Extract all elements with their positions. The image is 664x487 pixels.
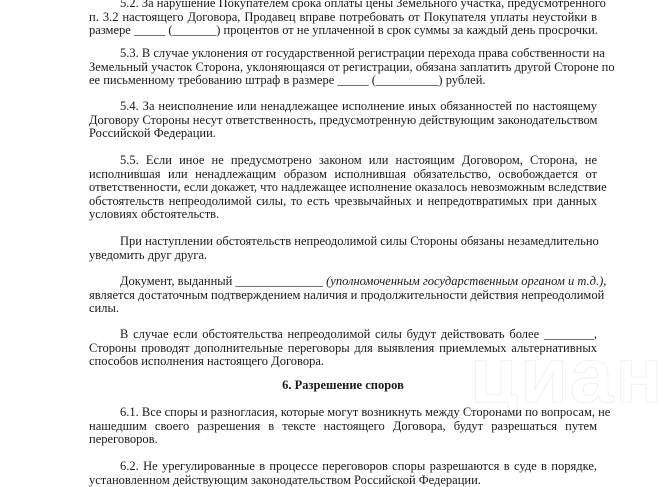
paragraph-clause-5-5 — [89, 153, 607, 222]
italic-note: (уполномоченным государственным органом и т.д.) — [326, 274, 604, 288]
text-line — [89, 127, 597, 141]
text-line — [89, 208, 597, 222]
text-line — [89, 302, 597, 316]
paragraph-force-majeure-document — [89, 274, 607, 316]
text-line — [89, 195, 597, 209]
text-line — [89, 235, 597, 249]
text-line — [89, 249, 597, 263]
line-text: уведомить друг друга. — [89, 247, 208, 262]
line-text: Стороны проводят дополнительные переговоры для выявления приемлемых альтернативных — [89, 340, 597, 355]
watermark-logo: циан — [470, 331, 664, 419]
line-text: 5.5. Если иное не предусмотрено законом или настоящим Договором, Сторона, не — [120, 153, 597, 167]
text-line — [89, 114, 597, 128]
text-line — [89, 46, 605, 61]
text-line — [89, 460, 597, 474]
section-heading: 6. Разрешение споров — [282, 378, 404, 392]
line-text: обстоятельств непреодолимой силы, то есть чрезвычайных и непредотвратимых при данных — [89, 193, 597, 208]
text-line — [89, 433, 597, 447]
text-line — [89, 274, 607, 289]
line-text: Земельный участок Сторона, уклоняющаяся от регистрации, обязана заплатить другой Стороне по — [89, 59, 615, 74]
paragraph-clause-5-4 — [89, 100, 597, 141]
line-text: 5.3. В случае уклонения от государственной регистрации перехода права собственности на — [120, 46, 605, 60]
line-text: 6.2. Не урегулированные в процессе переговоров споры разрешаются в суде в порядке, — [120, 459, 597, 473]
line-text: исполнившая или ненадлежащим образом исполнившая обязательство, освобождается от — [89, 166, 597, 181]
text-line — [89, 474, 597, 487]
line-text: п. 3.2 настоящего Договора, Продавец вправе потребовать от Покупателя уплаты неустойки в — [89, 9, 597, 24]
line-text: 6.1. Все споры и разногласия, которые могут возникнуть между Сторонами по вопросам, не — [120, 405, 611, 419]
paragraph-clause-5-3 — [89, 46, 615, 88]
text-line — [89, 405, 611, 420]
line-text: силы. — [89, 301, 119, 316]
text-line — [89, 100, 597, 114]
line-text: В случае если обстоятельства непреодолимой силы будут действовать более ________, — [120, 327, 597, 341]
line-text: При наступлении обстоятельств непреодолимой силы Стороны обязаны незамедлительно — [120, 234, 599, 248]
text-line — [89, 24, 597, 38]
text-line — [89, 74, 597, 88]
line-text: ее письменному требованию штраф в размере _____ (__________) рублей. — [89, 73, 486, 88]
line-text: 5.2. За нарушение Покупателем срока оплаты цены Земельного участка, предусмотренного — [120, 0, 606, 10]
line-text: нашедшим своего разрешения в тексте настоящего Договора, будут разрешаться путем — [89, 418, 597, 433]
line-text: способов исполнения настоящего Договора. — [89, 354, 325, 369]
text-line — [89, 287, 605, 303]
line-text: является достаточным подтверждением наличия и продолжительности действия непреодолимой — [89, 287, 605, 302]
line-text: Документ, выданный ______________ — [120, 274, 323, 288]
punctuation: , — [603, 274, 607, 288]
text-line — [89, 59, 615, 75]
paragraph-clause-6-2 — [89, 460, 597, 487]
text-line — [89, 420, 597, 434]
text-line — [89, 328, 597, 342]
paragraph-force-majeure-notice — [89, 235, 597, 262]
line-text: Договору Стороны несут ответственность, предусмотренную действующим законодательством — [89, 112, 598, 127]
line-text: размере _____ (_______) процентов от не уплаченной в срок суммы за каждый день просрочки. — [89, 23, 598, 38]
line-text: 5.4. За неисполнение или ненадлежащее исполнение иных обязанностей по настоящему — [120, 99, 597, 113]
text-line — [89, 355, 597, 369]
text-line — [89, 154, 597, 168]
line-text: Российской Федерации. — [89, 126, 216, 141]
line-text: переговоров. — [89, 432, 158, 447]
paragraph-force-majeure-duration — [89, 328, 597, 369]
paragraph-clause-5-2 — [89, 0, 606, 38]
line-text: установленном действующим законодательством Российской Федерации. — [89, 472, 481, 487]
line-text: условиях обстоятельств. — [89, 207, 220, 222]
text-line — [89, 342, 597, 356]
text-line — [89, 180, 607, 195]
line-text: ответственности, если докажет, что надлежащее исполнение оказалось невозможным вследствие — [89, 180, 607, 195]
text-line — [89, 11, 597, 25]
paragraph-clause-6-1 — [89, 405, 611, 447]
text-line — [89, 168, 597, 182]
